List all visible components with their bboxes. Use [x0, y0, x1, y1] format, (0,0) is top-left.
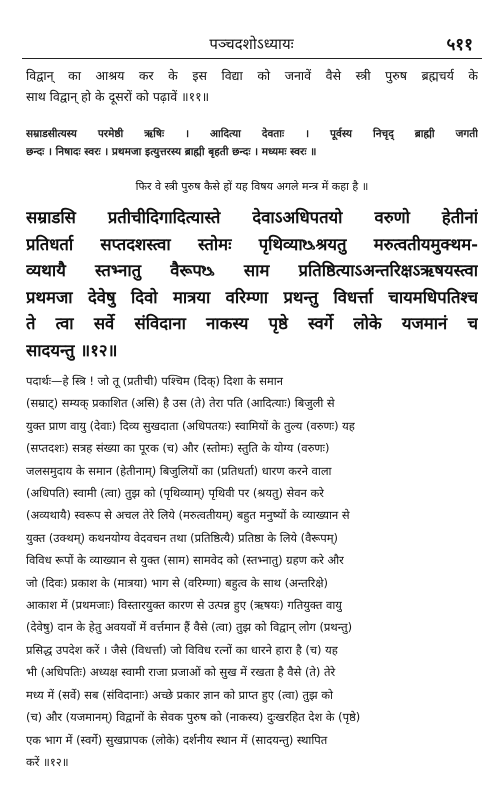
header-rule [22, 58, 482, 59]
metadata-line: सम्राडसीत्यस्य परमेष्ठी ऋषिः । आदित्या देवताः । पूर्वस्य निचृद् ब्राह्मी जगती [26, 128, 478, 140]
mantra-line: व्यथायै स्तभ्नातु वैरूपᳬ साम प्रतिष्ठित्याऽअन्तरिक्षऽऋषयस्त्वा [26, 260, 478, 280]
intro-line: साथ विद्वान् हो के दूसरों को पढ़ावें ॥११॥ [26, 89, 210, 104]
page-header [0, 30, 503, 58]
explanation-line: मध्य में (सर्वे) सब (संविदानाः) अच्छे प्रकार ज्ञान को प्राप्त हुए (त्वा) तुझ को [26, 687, 333, 702]
explanation-line: युक्त (उक्थम्) कथनयोग्य वेदवचन तथा (प्रतिष्ठित्यै) प्रतिष्ठा के लिये (वैरूपम्) [26, 530, 338, 545]
word-meaning-explanation [26, 370, 478, 773]
mantra-metadata [26, 125, 478, 161]
chapter-title: पञ्चदशोऽध्यायः [209, 35, 294, 53]
intro-line: विद्वान् का आश्रय कर के इस विद्या को जनावें वैसे स्त्री पुरुष ब्रह्मचर्य के [26, 68, 478, 83]
mantra-line: ते त्वा सर्वे संविदाना नाकस्य पृष्ठे स्वर्गे लोके यजमानं च [26, 313, 478, 333]
mantra-line: प्रतिधर्ता सप्तदशस्त्वा स्तोमः पृथिव्याᳬश्रयतु मरुत्वतीयमुक्थम- [26, 233, 478, 254]
explanation-line: (सप्तदशः) सत्रह संख्या का पूरक (च) और (स्तोमः) स्तुति के योग्य (वरुणः) [26, 441, 330, 456]
explanation-line: आकाश में (प्रथमजाः) विस्तारयुक्त कारण से उत्पन्न हुए (ऋषयः) गतियुक्त वायु [26, 598, 342, 613]
explanation-line: एक भाग में (स्वर्गे) सुखप्रापक (लोके) दर्शनीय स्थान में (सादयन्तु) स्थापित [26, 732, 328, 747]
mantra-line: सम्राडसि प्रतीचीदिगादित्यास्ते देवाऽअधिपतयो वरुणो हेतीनां [26, 207, 478, 227]
sanskrit-mantra [26, 204, 478, 363]
explanation-line: (च) और (यजमानम्) विद्वानों के सेवक पुरुष को (नाकस्य) दुःखरहित देश के (पृष्ठे) [26, 710, 361, 725]
explanation-line: (सम्राट्) सम्यक् प्रकाशित (असि) है उस (ते) तेरा पति (आदित्याः) बिजुली से [26, 396, 335, 411]
explanation-line: पदार्थः—हे स्त्रि ! जो तू (प्रतीची) पश्चिम (दिक्) दिशा के समान [26, 374, 283, 388]
context-line: फिर वे स्त्री पुरुष कैसे हों यह विषय अगले मन्त्र में कहा है ॥ [135, 180, 369, 193]
mantra-line: सादयन्तु ॥१२॥ [26, 339, 118, 360]
page-number: ५११ [446, 35, 473, 55]
explanation-line: जलसमुदाय के समान (हेतीनाम्) बिजुलियों का (प्रतिधर्ता) धारण करने वाला [26, 463, 332, 478]
metadata-line: छन्दः । निषादः स्वरः । प्रथमजा इत्युत्तरस्य ब्राह्मी बृहती छन्दः । मध्यमः स्वरः ॥ [26, 146, 317, 158]
explanation-line: भी (अधिपतिः) अध्यक्ष स्वामी राजा प्रजाओं को सुख में रखता है वैसे (ते) तेरे [26, 665, 336, 680]
mantra-line: प्रथमजा देवेषु दिवो मात्रया वरिम्णा प्रथन्तु विधर्त्ता चायमधिपतिश्च [26, 286, 478, 307]
explanation-line: (देवेषु) दान के हेतु अवयवों में वर्त्तमान हैं वैसे (त्वा) तुझ को विद्वान् लोग (प्रथन्तु) [26, 620, 353, 635]
explanation-line: (अधिपति) स्वामी (त्वा) तुझ को (पृथिव्याम्) पृथिवी पर (श्रयतु) सेवन करे [26, 486, 324, 501]
explanation-line: करें ॥१२॥ [26, 754, 69, 769]
explanation-line: विविध रूपों के व्याख्यान से युक्त (साम) सामवेद को (स्तभ्नातु) ग्रहण करे और [26, 553, 344, 568]
explanation-line: (अव्यथायै) स्वरूप से अचल तेरे लिये (मरुत्वतीयम्) बहुत मनुष्यों के व्याख्यान से [26, 508, 350, 523]
explanation-line: युक्त प्राण वायु (देवाः) दिव्य सुखदाता (अधिपतयः) स्वामियों के तुल्य (वरुणः) यह [26, 418, 355, 433]
intro-paragraph [26, 65, 478, 107]
explanation-line: जो (दिवः) प्रकाश के (मात्रया) भाग से (वरिम्णा) बहुत्व के साथ (अन्तरिक्षे) [26, 575, 328, 590]
explanation-line: प्रसिद्ध उपदेश करें । जैसे (विधर्त्ता) जो विविध रत्नों का धारने हारा है (च) यह [26, 642, 338, 657]
